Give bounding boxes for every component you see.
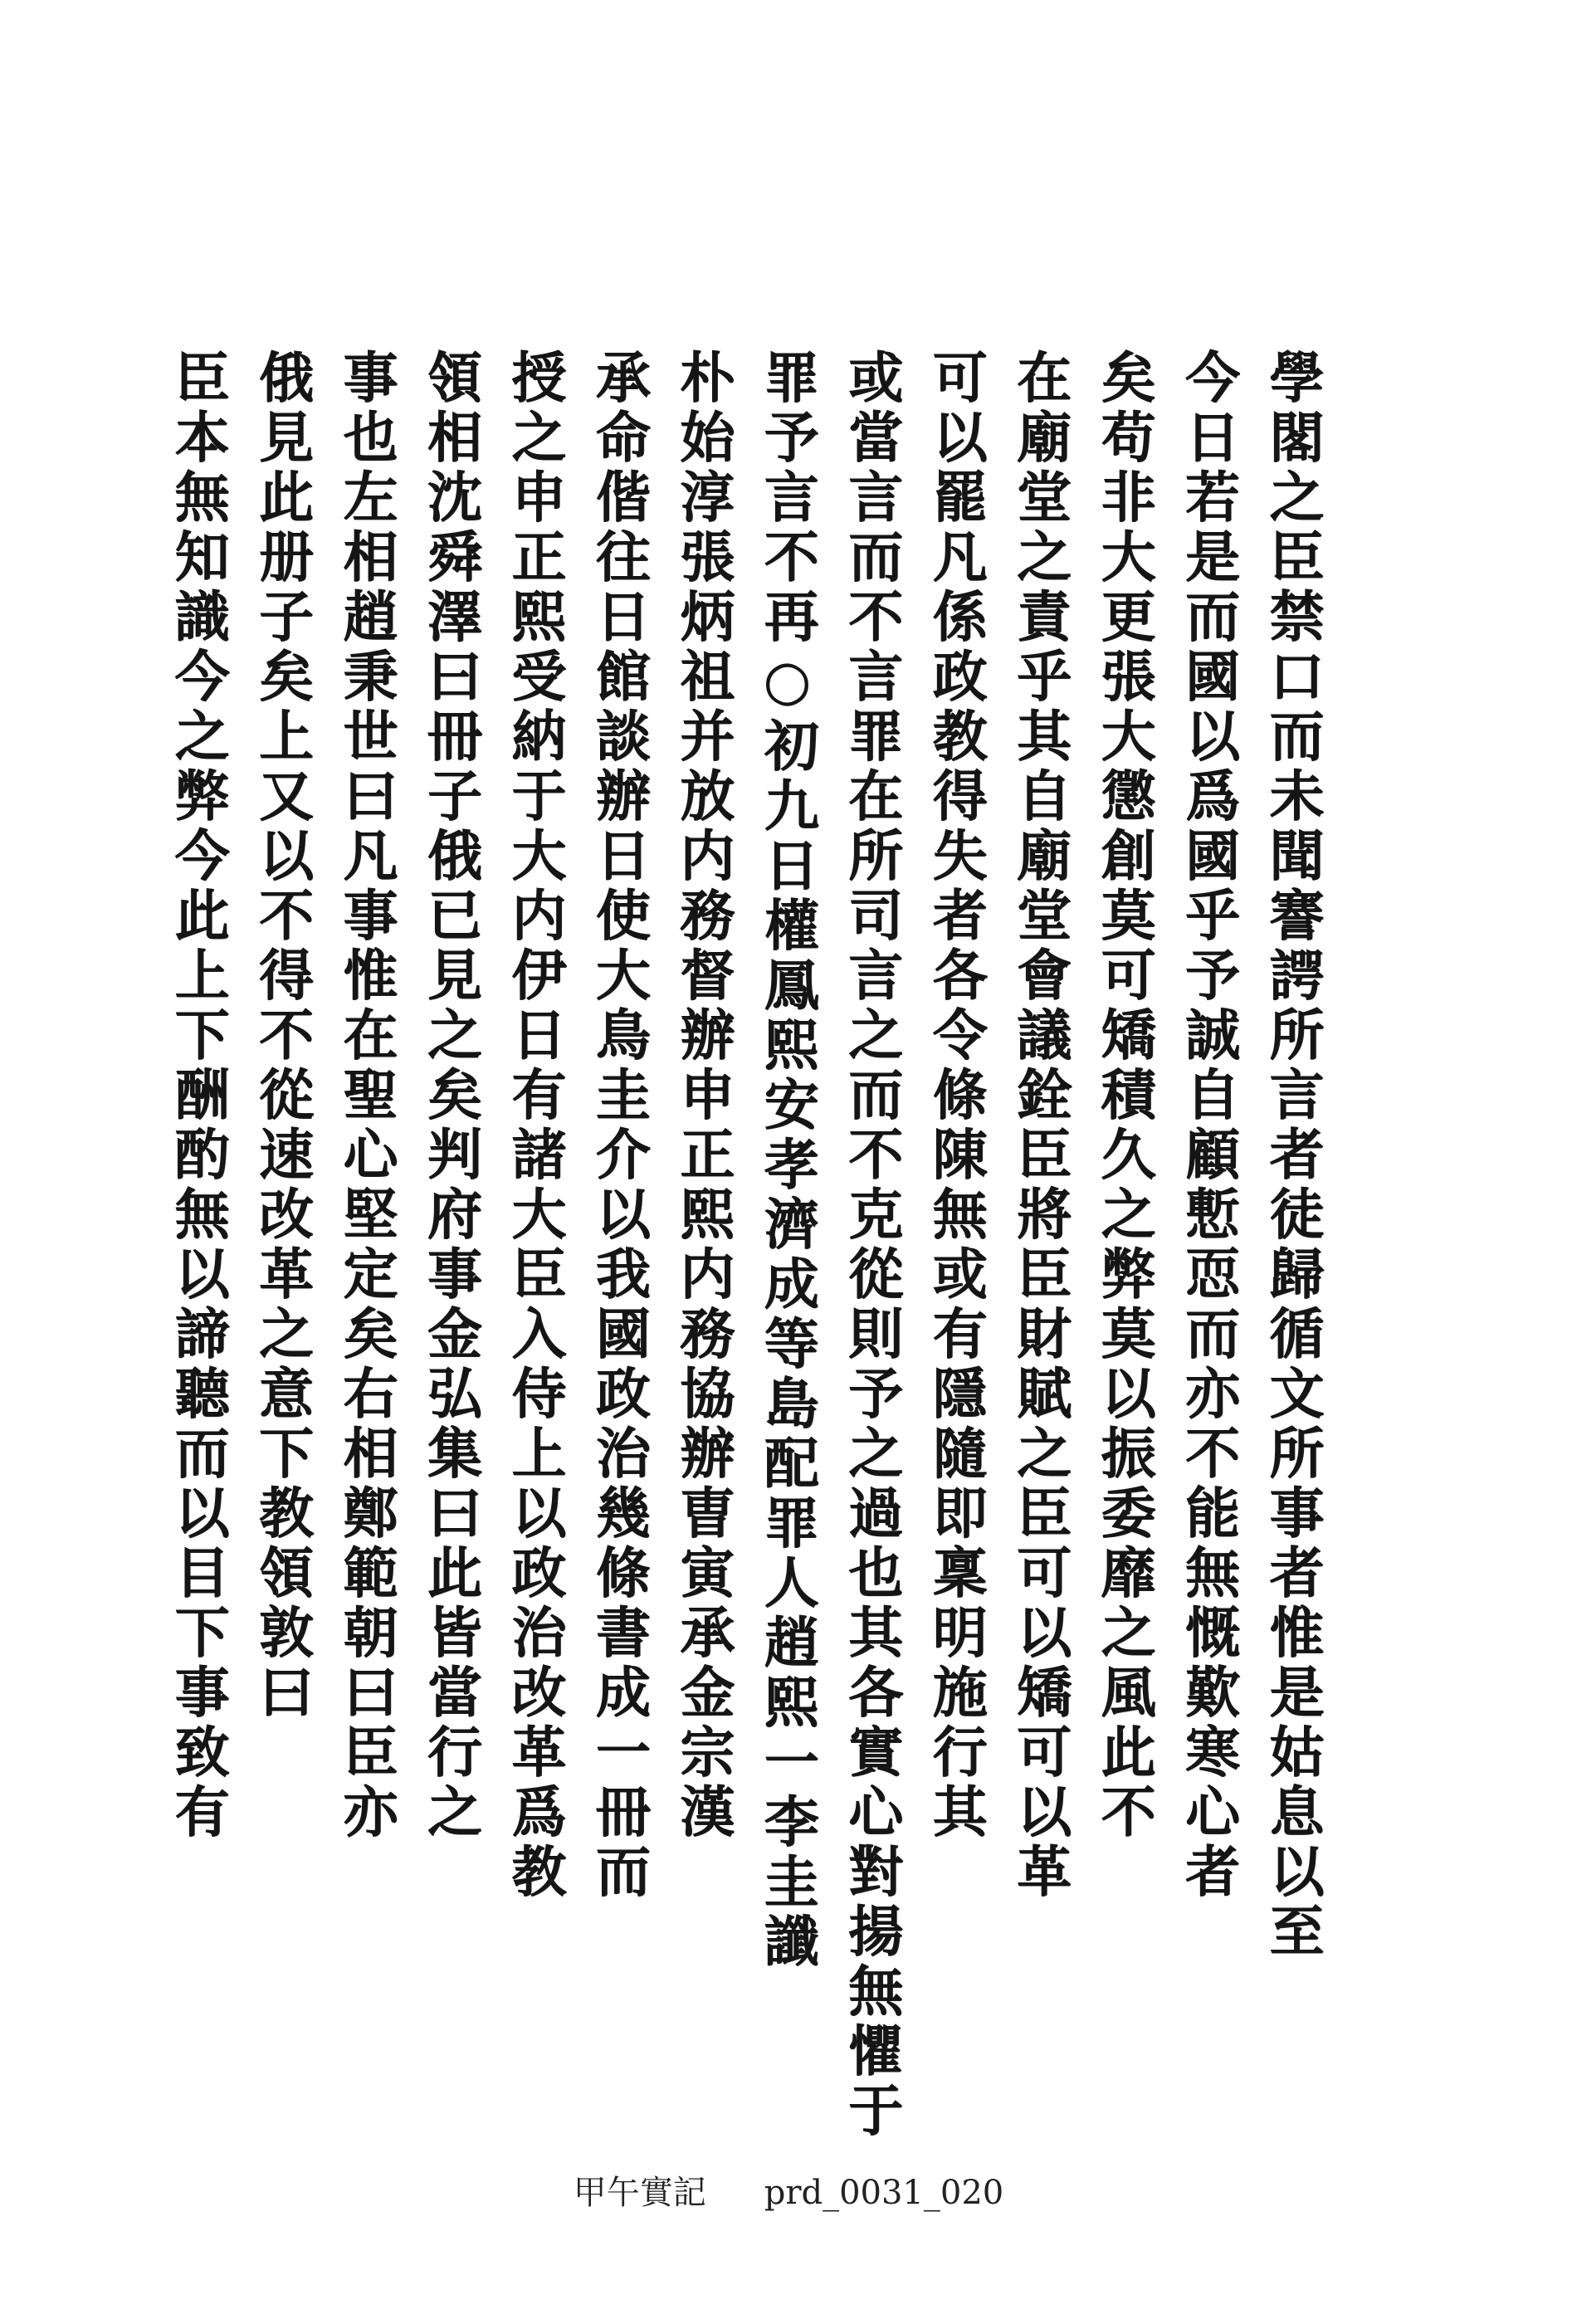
text-column-2: 今日若是而國以爲國乎予誠自顧慙恧而亦不能無慨歎寒心者 <box>1175 349 1241 1902</box>
text-column-12: 事也左相趙秉世曰凡事惟在聖心堅定矣右相鄭範朝曰臣亦 <box>333 349 398 1843</box>
footer-page-id: prd_0031_020 <box>764 2174 1004 2212</box>
text-column-3: 矣苟非大更張大懲創莫可矯積久之弊莫以振委靡之風此不 <box>1091 349 1156 1843</box>
text-column-10: 授之申正熙受納于大内伊日有諸大臣入侍上以政治改革爲教 <box>501 349 567 1902</box>
text-column-4: 在廟堂之責乎其自廟堂會議銓臣將臣財賦之臣可以矯可以革 <box>1007 349 1072 1902</box>
text-column-6: 或當言而不言罪在所司言之而不克從則予之過也其各實心對揚無懼于 <box>838 349 904 2141</box>
text-column-11: 領相沈舜澤曰冊子俄已見之矣判府事金弘集曰此皆當行之 <box>417 349 483 1843</box>
page-footer <box>0 2166 1577 2214</box>
text-column-8: 朴始淳張炳祖并放内務督辦申正熙内務協辦曺寅承金宗漢 <box>670 349 735 1843</box>
text-column-13: 俄見此册子矣上又以不得不從速改革之意下教領敦曰 <box>249 349 315 1723</box>
text-column-5: 可以罷凡係政教得失者各令條陳無或有隱隨即稟明施行其 <box>923 349 989 1843</box>
text-column-14: 臣本無知識今之弊今此上下酬酌無以諦聽而以目下事致有 <box>165 349 230 1843</box>
text-column-9: 承命偕往日館談辦日使大鳥圭介以我國政治幾條書成一冊而 <box>586 349 652 1902</box>
footer-title: 甲午實記 <box>573 2174 706 2212</box>
text-column-7: 罪予言不再○初九日權鳳熙安孝濟成等島配罪人趙熙一李圭讖 <box>754 349 820 1972</box>
text-column-1: 學閣之臣禁口而未聞謇諤所言者徒歸循文所事者惟是姑息以至 <box>1259 349 1325 1962</box>
manuscript-text-block <box>165 349 1325 2141</box>
